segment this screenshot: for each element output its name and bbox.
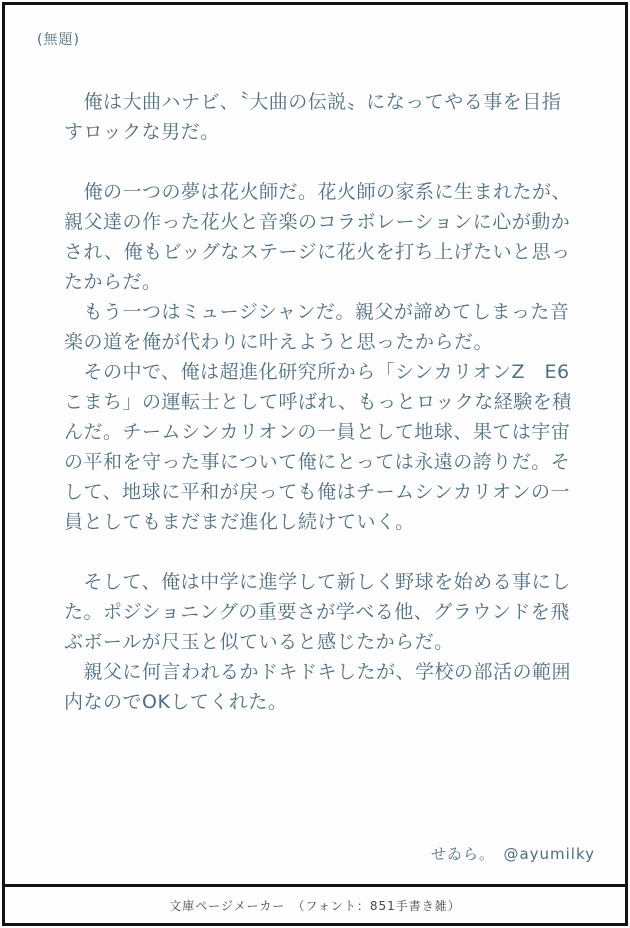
body-text-line: の平和を守った事について俺にとっては永遠の誇りだ。そ bbox=[64, 451, 571, 473]
body-text-line: 員としてもまだまだ進化し続けていく。 bbox=[64, 511, 415, 533]
body-text-line: 内なのでOKしてくれた。 bbox=[64, 691, 288, 713]
body-text-line: 楽の道を俺が代わりに叶えようと思ったからだ。 bbox=[64, 331, 494, 353]
body-text-line: 親父に何言われるかドキドキしたが、学校の部活の範囲 bbox=[64, 661, 572, 683]
body-text-line: 親父達の作った花火と音楽のコラボレーションに心が動か bbox=[64, 211, 571, 233]
body-text-line: もう一つはミュージシャンだ。親父が諦めてしまった音 bbox=[64, 301, 570, 323]
body-text-line bbox=[64, 537, 576, 567]
body-text-line: 俺の一つの夢は花火師だ。花火師の家系に生まれたが、 bbox=[64, 181, 572, 203]
footer-caption-bar bbox=[5, 884, 625, 923]
generator-caption: 文庫ページメーカー （フォント：851手書き雑） bbox=[169, 898, 461, 913]
body-text-line: され、俺もビッグなステージに花火を打ち上げたいと思っ bbox=[64, 241, 571, 263]
body-text-line: 俺は大曲ハナビ、〝大曲の伝説〟になってやる事を目指 bbox=[64, 91, 562, 113]
body-text-line: たからだ。 bbox=[64, 271, 162, 293]
author-attribution: せゐら。 @ayumilky bbox=[430, 845, 595, 863]
body-text-line: して、地球に平和が戻っても俺はチームシンカリオンの一 bbox=[64, 481, 570, 503]
body-text-line: ぶボールが尺玉と似ていると感じたからだ。 bbox=[64, 631, 454, 653]
body-text bbox=[64, 87, 576, 717]
body-text-line: その中で、俺は超進化研究所から「シンカリオンZ E6 bbox=[64, 361, 570, 383]
body-text-line bbox=[64, 147, 576, 177]
body-text-line: んだ。チームシンカリオンの一員として地球、果ては宇宙 bbox=[64, 421, 571, 443]
page-title: (無題) bbox=[37, 32, 80, 48]
body-text-line: た。ポジショニングの重要さが学べる他、グラウンドを飛 bbox=[64, 601, 570, 623]
body-text-line: すロックな男だ。 bbox=[64, 121, 220, 143]
body-text-line: そして、俺は中学に進学して新しく野球を始める事にし bbox=[64, 571, 571, 593]
body-text-line: こまち」の運転士として呼ばれ、もっとロックな経験を積 bbox=[64, 391, 572, 413]
page-frame bbox=[2, 2, 628, 926]
